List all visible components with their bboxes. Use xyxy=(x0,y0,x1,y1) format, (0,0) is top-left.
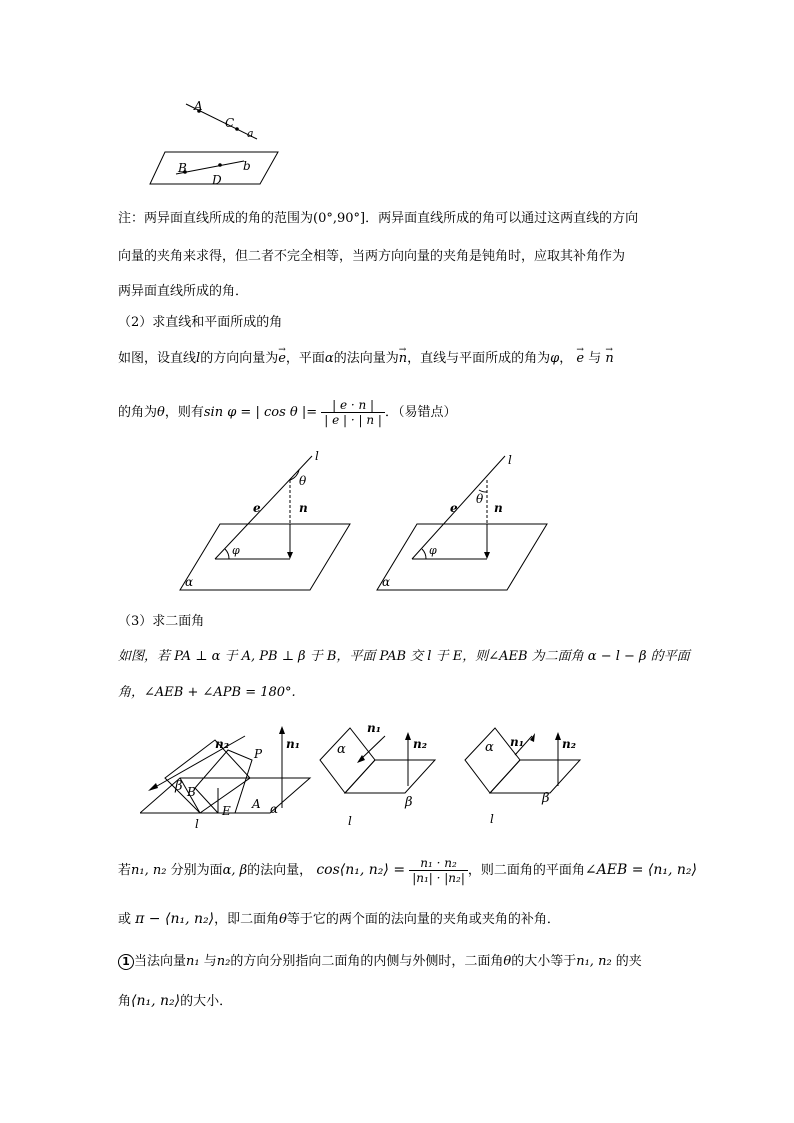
vector-e: → e xyxy=(576,350,584,368)
var-n1: n₁ xyxy=(186,954,200,969)
text: 或 xyxy=(118,912,132,927)
formula-fraction xyxy=(321,398,385,427)
label-b: b xyxy=(243,159,251,173)
text: 等于它的两个面的法向量的夹角或夹角的补角． xyxy=(286,912,560,927)
arrow-head xyxy=(279,726,285,734)
figure-dihedral-b xyxy=(315,718,440,833)
label-A: A xyxy=(252,797,261,811)
figure-skew-lines xyxy=(140,95,290,195)
label-B: B xyxy=(178,161,187,175)
section-2-line-2 xyxy=(118,398,456,427)
text: 与 xyxy=(588,351,602,366)
plane xyxy=(377,524,547,590)
text: 的方向分别指向二面角的内侧与外侧时，二面角 xyxy=(230,954,504,969)
text: ，则有 xyxy=(164,405,204,420)
plane-beta xyxy=(345,760,435,793)
figure-line-plane-right xyxy=(372,450,557,600)
label-theta: θ xyxy=(299,474,307,488)
label-theta: θ xyxy=(476,492,484,506)
var-alpha: α xyxy=(324,351,334,366)
label-n: n xyxy=(494,501,503,515)
angle-vectors: ⟨n₁, n₂⟩ xyxy=(131,993,181,1009)
label-alpha: α xyxy=(185,575,194,589)
arrow-head xyxy=(484,552,490,559)
label-n1: n₁ xyxy=(286,737,300,751)
var-l: l xyxy=(196,351,201,366)
line-l xyxy=(215,456,312,559)
text: 与 xyxy=(203,954,217,969)
text: ，平面 xyxy=(285,351,325,366)
text: 若 xyxy=(118,863,132,878)
label-l: l xyxy=(490,812,494,826)
line-l xyxy=(412,456,505,559)
label-alpha: α xyxy=(270,802,279,816)
label-phi: φ xyxy=(232,544,240,557)
formula-left: cos⟨n₁, n₂⟩ = xyxy=(316,862,406,878)
formula-fraction xyxy=(409,856,468,885)
label-l: l xyxy=(315,450,319,463)
section-2-title: （2）求直线和平面所成的角 xyxy=(118,315,283,330)
formula-left: sin φ = | cos θ |= xyxy=(203,405,318,420)
label-n2: n₂ xyxy=(562,737,576,751)
label-P: P xyxy=(254,747,263,761)
text: ，直线与平面所成的角为 xyxy=(407,351,551,366)
section-2-line-1 xyxy=(118,350,614,368)
text: 的法向量为 xyxy=(333,351,399,366)
plane-beta xyxy=(490,760,580,793)
normal-n2 xyxy=(150,736,245,790)
arrow-head xyxy=(148,783,158,791)
text: ．（易错点） xyxy=(384,405,457,420)
label-B: B xyxy=(187,785,196,799)
formula-supplement: π − ⟨n₁, n₂⟩ xyxy=(135,911,215,927)
fraction-numerator: | e · n | xyxy=(321,398,385,413)
fraction-denominator: | e | · | n | xyxy=(324,413,382,427)
text: 的夹 xyxy=(615,954,642,969)
label-n2: n₂ xyxy=(413,737,427,751)
label-E: E xyxy=(222,804,231,818)
label-l: l xyxy=(348,814,352,828)
label-C: C xyxy=(225,116,235,130)
figure-dihedral-c xyxy=(460,718,585,833)
label-l: l xyxy=(195,817,199,831)
vector-e: → e xyxy=(278,350,286,368)
text: 的方向向量为 xyxy=(200,351,279,366)
item-1-line-1 xyxy=(118,953,642,971)
angle-phi-arc xyxy=(225,549,229,559)
label-beta: β xyxy=(175,779,183,794)
note-line-3: 两异面直线所成的角． xyxy=(118,284,249,299)
vector-n: → n xyxy=(605,350,613,368)
normals-line-2 xyxy=(118,910,560,929)
var-vectors: n₁, n₂ xyxy=(131,863,167,878)
text: 的角为 xyxy=(118,405,158,420)
label-beta: β xyxy=(405,795,413,810)
note-line-1: 注：两异面直线所成的角的范围为(0°,90°]．两异面直线所成的角可以通过这两直线的方向 xyxy=(118,211,639,226)
arrow-head xyxy=(287,552,293,559)
label-e: e xyxy=(450,501,458,515)
var-theta: θ xyxy=(279,912,287,927)
text: 角 xyxy=(118,994,132,1009)
label-n1: n₁ xyxy=(510,735,524,749)
formula-right: ∠AEB = ⟨n₁, n₂⟩ xyxy=(584,862,697,878)
text: 分别为面 xyxy=(170,863,223,878)
section-3-line-2: 角，∠AEB + ∠APB = 180°. xyxy=(118,685,296,700)
label-n2: n₂ xyxy=(215,737,229,751)
text: 的法向量， xyxy=(247,863,313,878)
item-1-line-2 xyxy=(118,992,232,1011)
text: 的大小． xyxy=(180,994,233,1009)
figure-line-plane-left xyxy=(175,450,360,600)
label-alpha: α xyxy=(382,575,391,589)
arrow-head xyxy=(405,732,411,740)
text: ，则二面角的平面角 xyxy=(467,863,585,878)
label-n1: n₁ xyxy=(367,721,381,735)
point-C xyxy=(235,127,239,131)
plane xyxy=(180,524,350,590)
circled-number: 1 xyxy=(118,954,134,970)
section-3-line-1: 如图，若 PA ⊥ α 于 A, PB ⊥ β 于 B，平面 PAB 交 l 于 E，则∠AEB 为二面角 α − l − β 的平面 xyxy=(118,649,690,664)
label-beta: β xyxy=(542,791,550,806)
normals-line-1 xyxy=(118,856,697,885)
var-theta: θ xyxy=(157,405,165,420)
label-n: n xyxy=(299,501,308,515)
var-phi: φ xyxy=(550,351,560,366)
var-vectors: n₁, n₂ xyxy=(576,954,612,969)
figure-dihedral-a xyxy=(140,718,315,833)
label-e: e xyxy=(253,501,261,515)
arrow-head xyxy=(555,732,561,740)
text: 如图，设直线 xyxy=(118,351,197,366)
vector-n: → n xyxy=(399,350,407,368)
var-planes: α, β xyxy=(222,863,248,878)
section-3-title: （3）求二面角 xyxy=(118,614,205,629)
fraction-numerator: n₁ · n₂ xyxy=(409,856,468,871)
plane-alpha xyxy=(320,728,375,793)
point-D xyxy=(218,163,222,167)
var-theta: θ xyxy=(503,954,512,969)
text: 当法向量 xyxy=(134,954,187,969)
label-alpha: α xyxy=(485,740,494,755)
text: ，即二面角 xyxy=(214,912,280,927)
label-phi: φ xyxy=(429,544,437,557)
label-a: a xyxy=(247,127,254,140)
label-alpha: α xyxy=(337,742,346,757)
angle-phi-arc xyxy=(422,549,426,559)
text: ， xyxy=(559,351,573,366)
label-A: A xyxy=(194,99,203,113)
label-l: l xyxy=(508,453,512,467)
note-line-2: 向量的夹角来求得，但二者不完全相等，当两方向向量的夹角是钝角时，应取其补角作为 xyxy=(118,249,626,264)
fraction-denominator: |n₁| · |n₂| xyxy=(412,871,465,885)
text: 的大小等于 xyxy=(511,954,577,969)
label-D: D xyxy=(212,173,222,187)
var-n2: n₂ xyxy=(216,954,231,969)
